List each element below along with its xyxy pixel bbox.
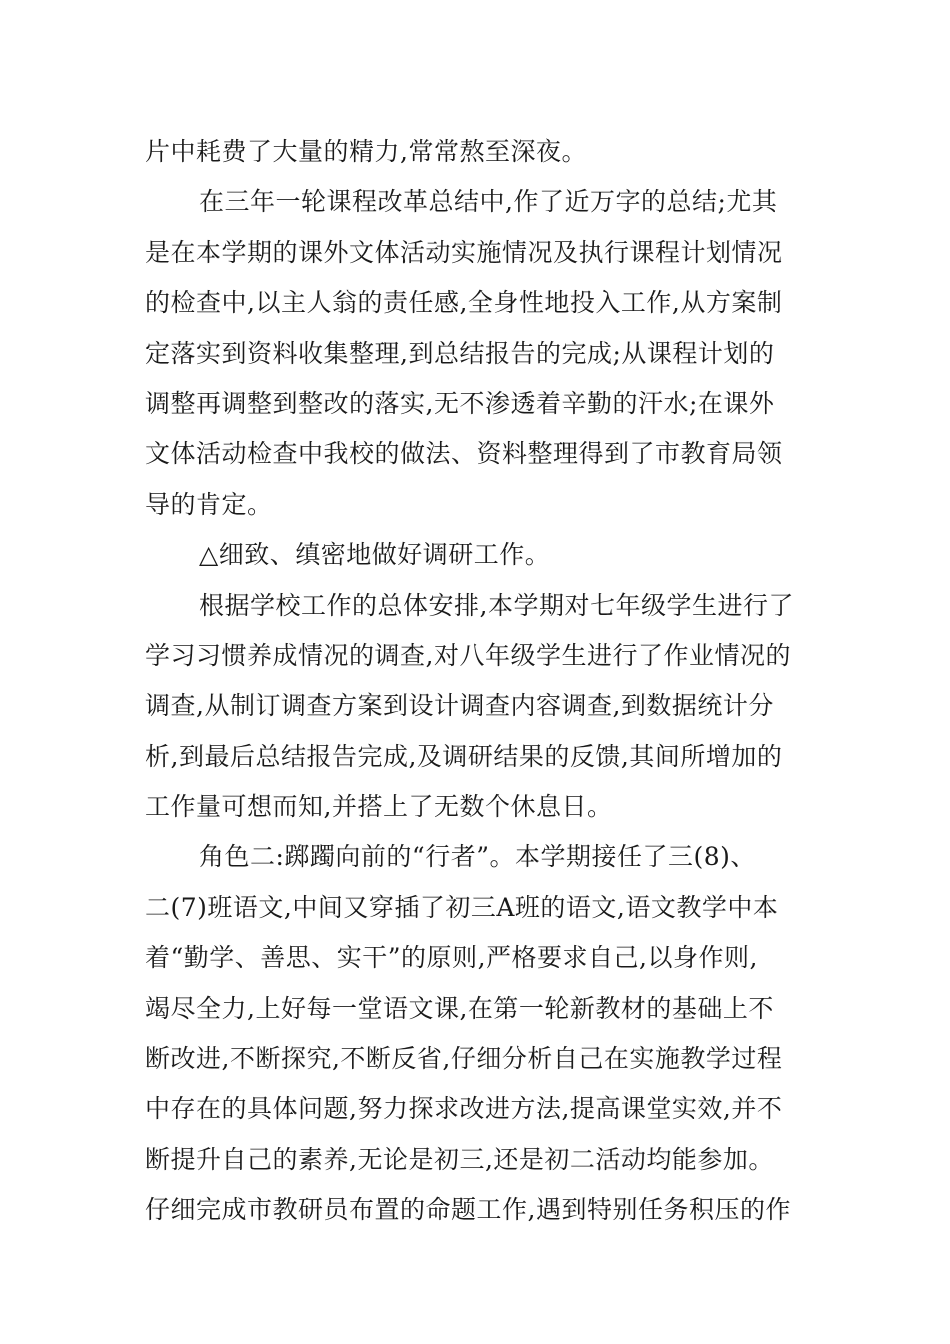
text-line: 断改进,不断探究,不断反省,仔细分析自己在实施教学过程: [145, 1044, 783, 1074]
text-line: 的检查中,以主人翁的责任感,全身性地投入工作,从方案制: [145, 288, 783, 318]
text-line: 在三年一轮课程改革总结中,作了近万字的总结;尤其: [199, 187, 778, 217]
text-line: 根据学校工作的总体安排,本学期对七年级学生进行了: [199, 590, 794, 620]
text-line: 导的肯定。: [145, 489, 273, 519]
text-line: 文体活动检查中我校的做法、资料整理得到了市教育局领: [145, 439, 783, 469]
text-line: 工作量可想而知,并搭上了无数个休息日。: [145, 792, 613, 822]
text-line: 着“勤学、善思、实干”的原则,严格要求自己,以身作则,: [145, 943, 758, 973]
text-line: 中存在的具体问题,努力探求改进方法,提高课堂实效,并不: [145, 1094, 783, 1124]
text-line: 二(7)班语文,中间又穿插了初三A班的语文,语文教学中本: [145, 892, 779, 922]
text-line: △细致、缜密地做好调研工作。: [199, 540, 551, 570]
text-line: 调整再调整到整改的落实,无不渗透着辛勤的汗水;在课外: [145, 388, 775, 418]
text-line: 仔细完成市教研员布置的命题工作,遇到特别任务积压的作: [145, 1195, 791, 1225]
body-text: [145, 127, 809, 1236]
text-line: 竭尽全力,上好每一堂语文课,在第一轮新教材的基础上不: [145, 993, 774, 1023]
text-line: 定落实到资料收集整理,到总结报告的完成;从课程计划的: [145, 338, 775, 368]
text-line: 片中耗费了大量的精力,常常熬至深夜。: [145, 137, 587, 166]
text-line: 断提升自己的素养,无论是初三,还是初二活动均能参加。: [145, 1144, 774, 1174]
text-line: 学习习惯养成情况的调查,对八年级学生进行了作业情况的: [145, 640, 791, 670]
text-line: 是在本学期的课外文体活动实施情况及执行课程计划情况: [145, 237, 783, 267]
text-line: 调查,从制订调查方案到设计调查内容调查,到数据统计分: [145, 691, 774, 721]
text-line: 角色二:踯躅向前的“行者”。本学期接任了三(8)、: [199, 842, 756, 872]
text-line: 析,到最后总结报告完成,及调研结果的反馈,其间所增加的: [145, 741, 783, 771]
